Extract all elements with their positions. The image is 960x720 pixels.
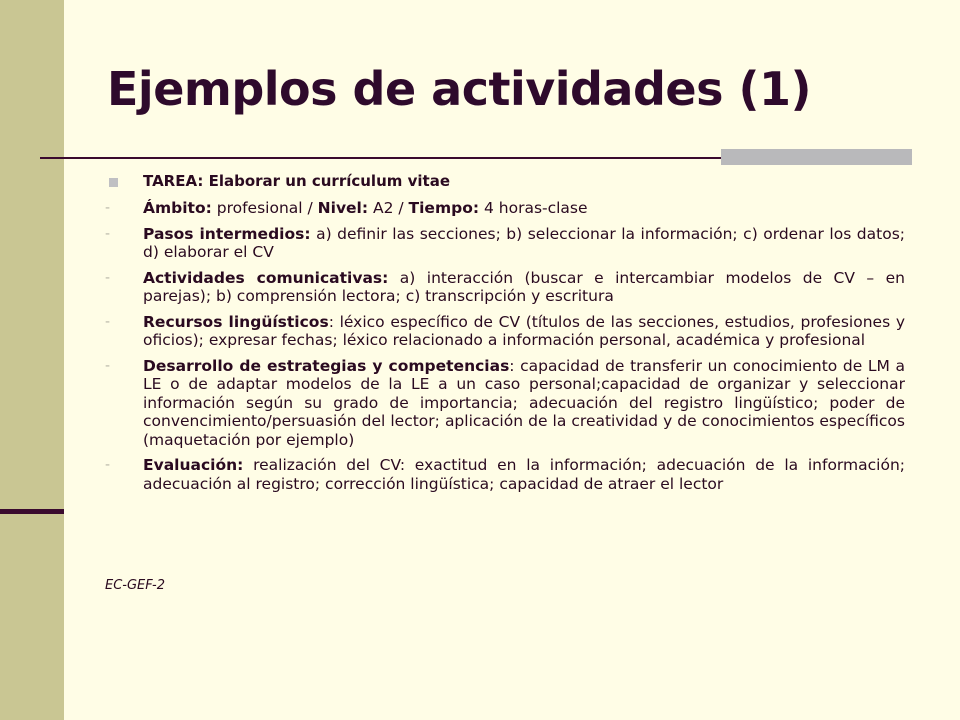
item-text: a) definir las secciones; b) seleccionar la información; c) ordenar los datos; d) elaborar el CV bbox=[143, 224, 906, 261]
item-text: : léxico específico de CV (títulos de las secciones, estudios, profesiones y oficios); expresar fechas; léxico relacionado a información personal, académica y profesional bbox=[143, 312, 905, 349]
item-text: realización del CV: exactitud en la información; adecuación de la información; adecuación al registro; corrección lingüística; capacidad de atraer el lector bbox=[143, 456, 905, 493]
list-item-ambito bbox=[105, 199, 905, 218]
list-item-actividades bbox=[105, 269, 905, 306]
dash-bullet-icon: - bbox=[105, 313, 111, 330]
item-label: Evaluación: bbox=[143, 456, 244, 474]
item-label: Ámbito: bbox=[143, 199, 212, 217]
list-item-evaluacion bbox=[105, 456, 905, 493]
item-label: Desarrollo de estrategias y competencias bbox=[143, 356, 510, 375]
footer-code: EC-GEF-2 bbox=[105, 578, 165, 593]
left-band-rule bbox=[0, 509, 64, 514]
left-decorative-band bbox=[0, 0, 64, 720]
square-bullet-icon bbox=[109, 178, 118, 187]
item-text: A2 / bbox=[368, 199, 409, 217]
dash-bullet-icon: - bbox=[105, 357, 111, 374]
item-text: : capacidad de transferir un conocimiento de LM a LE o de adaptar modelos de la LE a un caso personal;capacidad de organizar y seleccionar información según su grado de importancia; adecuación del registro lingüístico; poder de convencimiento/persuasión del lector; aplicación de la creatividad y de conocimientos específicos (maquetación por ejemplo) bbox=[143, 356, 905, 449]
dash-bullet-icon: - bbox=[105, 200, 111, 216]
dash-bullet-icon: - bbox=[105, 269, 111, 286]
item-label: Recursos lingüísticos bbox=[143, 312, 329, 331]
task-bullet bbox=[105, 172, 905, 191]
slide-content bbox=[105, 172, 905, 500]
task-text: TAREA: Elaborar un currículum vitae bbox=[143, 172, 450, 190]
item-label: Actividades comunicativas: bbox=[143, 268, 389, 287]
dash-bullet-icon: - bbox=[105, 457, 111, 473]
item-text: profesional / bbox=[211, 199, 318, 217]
item-text: a) interacción (buscar e intercambiar modelos de CV – en parejas); b) comprensión lectora; c) transcripción y escritura bbox=[143, 268, 905, 305]
item-label: Pasos intermedios: bbox=[143, 224, 311, 243]
item-label: Tiempo: bbox=[408, 199, 480, 217]
item-text: 4 horas-clase bbox=[479, 199, 588, 217]
item-label: Nivel: bbox=[317, 199, 369, 217]
list-item-pasos bbox=[105, 225, 905, 262]
title-accent-block bbox=[721, 149, 912, 165]
list-item-desarrollo bbox=[105, 357, 905, 450]
slide-title: Ejemplos de actividades (1) bbox=[107, 62, 812, 116]
list-item-recursos bbox=[105, 313, 905, 350]
dash-bullet-icon: - bbox=[105, 225, 111, 242]
